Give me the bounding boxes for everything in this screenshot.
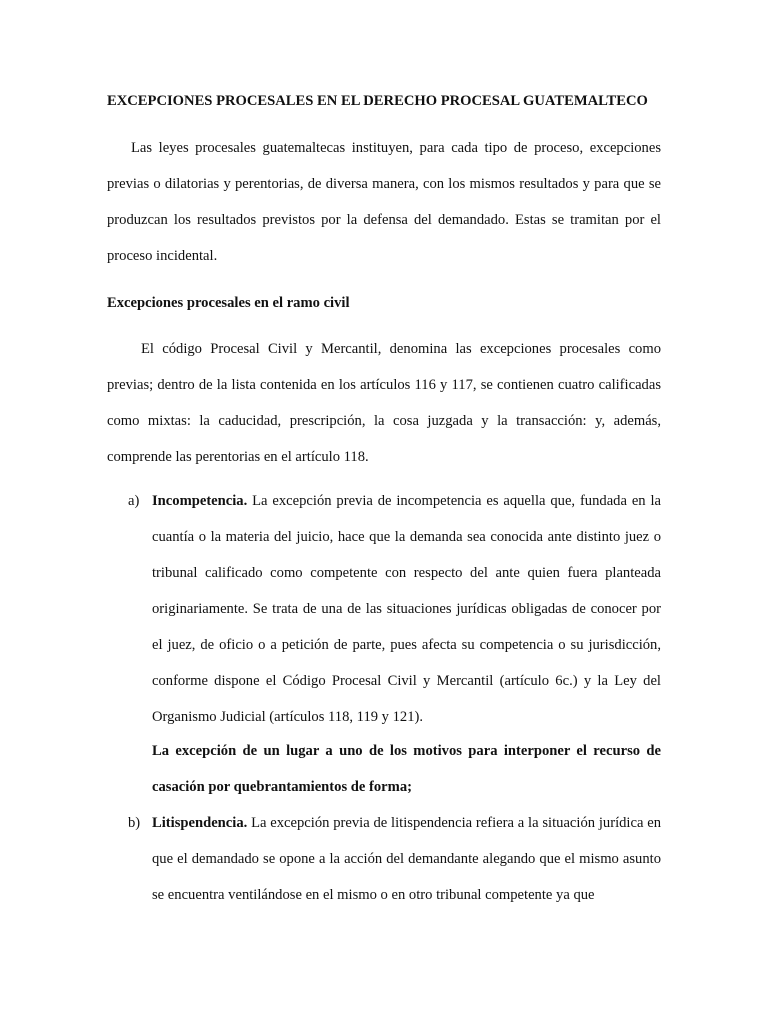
document-title: EXCEPCIONES PROCESALES EN EL DERECHO PROCESAL GUATEMALTECO [107, 93, 648, 109]
list-marker-b: b) [128, 815, 141, 831]
list-item-term: Litispendencia. [152, 815, 248, 831]
list-item-text: La excepción previa de litispendencia refiera a la situación jurídica en que el demandado se opone a la acción del demandante alegando que el mismo asunto se encuentra ventilándose en el mismo o en otro tribunal competente ya que [152, 815, 661, 903]
list-marker-a: a) [128, 493, 140, 509]
list-item-note: La excepción de un lugar a uno de los motivos para interponer el recurso de casación por quebrantamientos de forma; [152, 743, 661, 795]
list-item-incompetencia [152, 483, 661, 735]
list-item-litispendencia [152, 805, 661, 913]
list-item-term: Incompetencia. [152, 493, 248, 509]
intro-paragraph: Las leyes procesales guatemaltecas instituyen, para cada tipo de proceso, excepciones previas o dilatorias y perentorias, de diversa manera, con los mismos resultados y para que se produzcan los resultados previstos por la defensa del demandado. Estas se tramitan por el proceso incidental. [107, 140, 661, 264]
list-item-text: La excepción previa de incompetencia es aquella que, fundada en la cuantía o la materia del juicio, hace que la demanda sea conocida ante distinto juez o tribunal calificado como competente con respecto del ante quien fuera planteada originariamente. Se trata de una de las situaciones jurídicas obligadas de conocer por el juez, de oficio o a petición de parte, pues afecta su competencia o su jurisdicción, conforme dispone el Código Procesal Civil y Mercantil (artículo 6c.) y la Ley del Organismo Judicial (artículos 118, 119 y 121). [152, 493, 661, 725]
section-paragraph: El código Procesal Civil y Mercantil, denomina las excepciones procesales como previas; dentro de la lista contenida en los artículos 116 y 117, se contienen cuatro calificadas como mixtas: la caducidad, prescripción, la cosa juzgada y la transacción: y, además, comprende las perentorias en el artículo 118. [107, 341, 661, 465]
section-heading: Excepciones procesales en el ramo civil [107, 295, 350, 311]
